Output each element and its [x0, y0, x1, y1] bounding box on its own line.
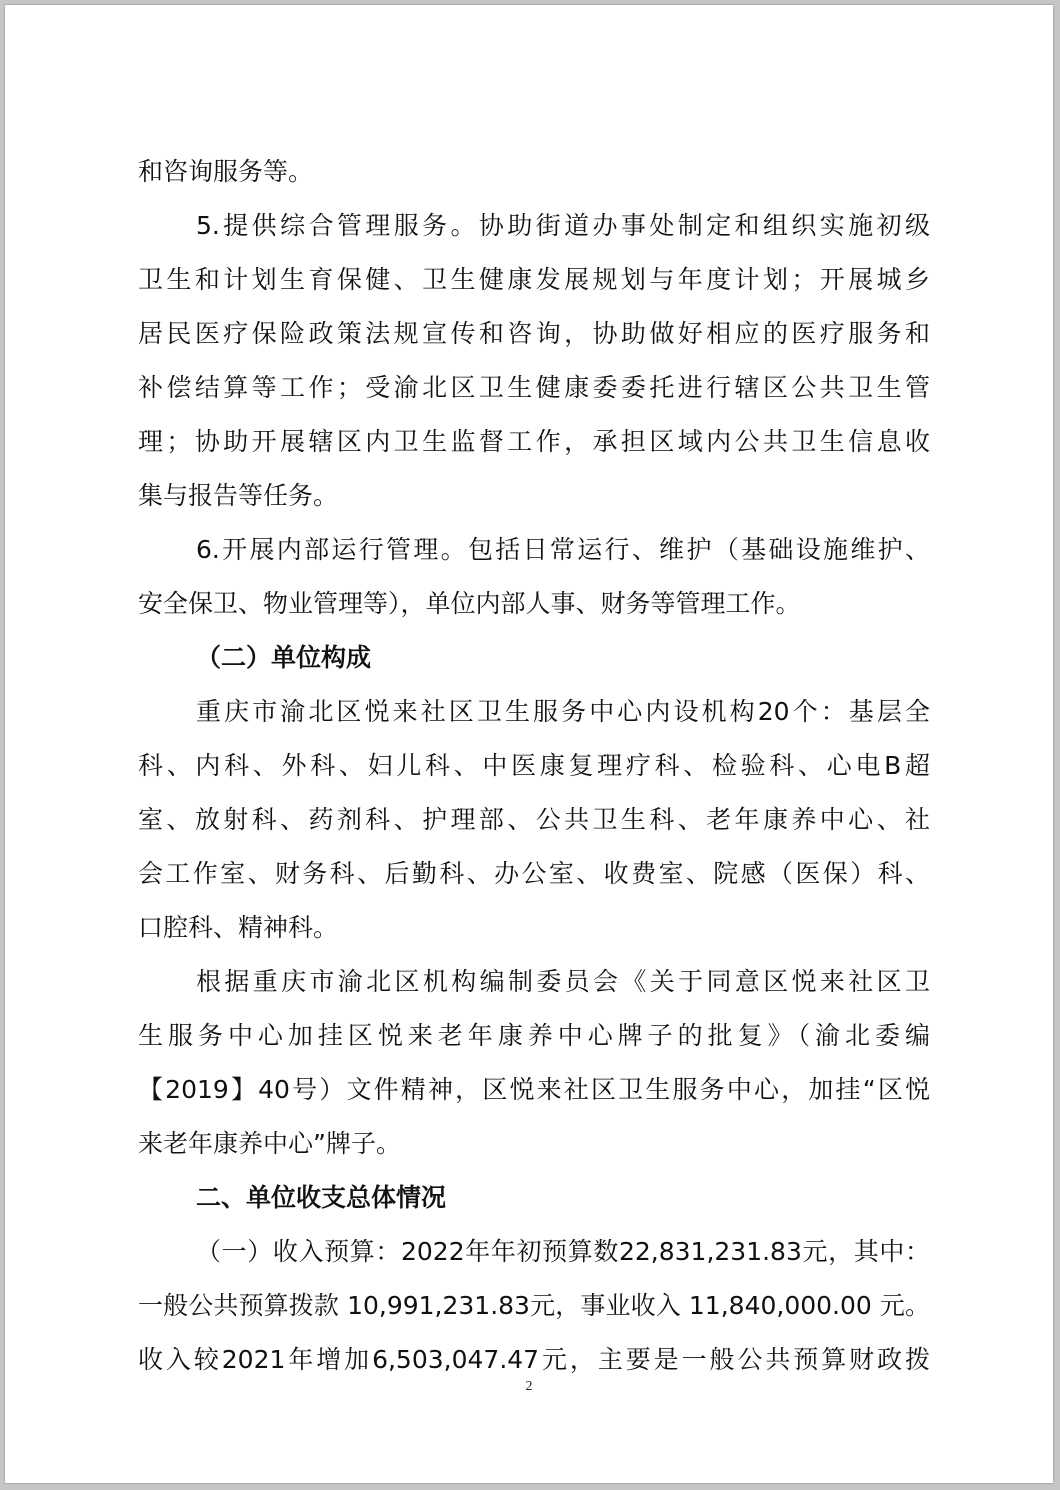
paragraph-line: 和咨询服务等。 — [138, 157, 314, 186]
paragraph-line: 生服务中心加挂区悦来老年康养中心牌子的批复》（渝北委编 — [138, 1021, 930, 1050]
paragraph-line: 安全保卫、物业管理等），单位内部人事、财务等管理工作。 — [138, 589, 801, 618]
paragraph-line: 重庆市渝北区悦来社区卫生服务中心内设机构20个：基层全 — [196, 697, 930, 726]
paragraph-line: 会工作室、财务科、后勤科、办公室、收费室、院感（医保）科、 — [138, 859, 930, 888]
paragraph-line: 科、内科、外科、妇儿科、中医康复理疗科、检验科、心电B超 — [138, 751, 930, 780]
paragraph-line: 口腔科、精神科。 — [138, 913, 339, 942]
paragraph-line: 卫生和计划生育保健、卫生健康发展规划与年度计划；开展城乡 — [138, 265, 930, 294]
page-number: 2 — [525, 1379, 533, 1394]
paragraph-line: 来老年康养中心”牌子。 — [138, 1129, 401, 1158]
document-page — [5, 5, 1053, 1483]
paragraph-line: 收入较2021年增加6,503,047.47元，主要是一般公共预算财政拨 — [138, 1345, 930, 1374]
paragraph-line: 5.提供综合管理服务。协助街道办事处制定和组织实施初级 — [196, 211, 930, 240]
paragraph-line: （一）收入预算：2022年年初预算数22,831,231.83元，其中： — [196, 1237, 930, 1266]
paragraph-line: 【2019】40号）文件精神，区悦来社区卫生服务中心，加挂“区悦 — [138, 1075, 930, 1104]
paragraph-line: 补偿结算等工作；受渝北区卫生健康委委托进行辖区公共卫生管 — [138, 373, 930, 402]
paragraph-line: 根据重庆市渝北区机构编制委员会《关于同意区悦来社区卫 — [196, 967, 930, 996]
paragraph-line: 集与报告等任务。 — [138, 481, 339, 510]
section-heading: （二）单位构成 — [196, 643, 372, 672]
paragraph-line: 理；协助开展辖区内卫生监督工作，承担区域内公共卫生信息收 — [138, 427, 930, 456]
paragraph-line: 室、放射科、药剂科、护理部、公共卫生科、老年康养中心、社 — [138, 805, 930, 834]
section-heading: 二、单位收支总体情况 — [196, 1183, 447, 1212]
paragraph-line: 居民医疗保险政策法规宣传和咨询，协助做好相应的医疗服务和 — [138, 319, 930, 348]
paragraph-line: 一般公共预算拨款 10,991,231.83元，事业收入 11,840,000.00 元。 — [138, 1291, 930, 1320]
paragraph-line: 6.开展内部运行管理。包括日常运行、维护（基础设施维护、 — [196, 535, 930, 564]
document-body — [138, 145, 930, 1387]
